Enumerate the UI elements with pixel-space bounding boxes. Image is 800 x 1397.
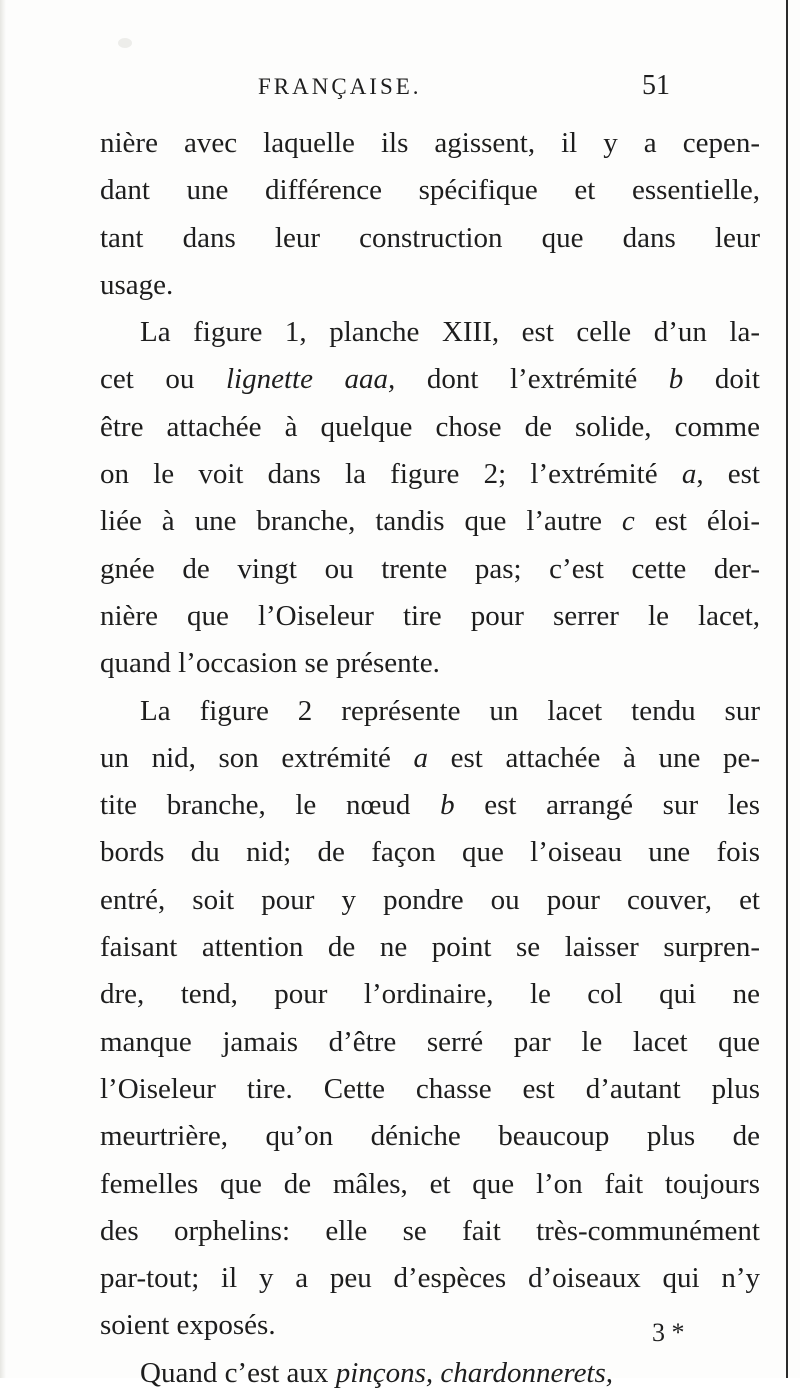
text-line: La figure 1, planche XIII, est celle d’un la- <box>140 316 760 349</box>
running-title: FRANÇAISE. <box>258 74 422 99</box>
text-line: par-tout; il y a peu d’espèces d’oiseaux qui n’y <box>100 1262 760 1295</box>
text-line: meurtrière, qu’on déniche beaucoup plus de <box>100 1120 760 1153</box>
text-run: tite branche, le nœud <box>100 789 441 822</box>
text-line: quand l’occasion se présente. <box>100 647 440 680</box>
italic-run: a <box>681 458 697 491</box>
italic-run: pinçons, chardonnerets, <box>335 1356 614 1389</box>
text-line: bords du nid; de façon que l’oiseau une fois <box>100 836 760 869</box>
page-header <box>0 70 800 110</box>
text-run: un nid, son extrémité <box>100 741 414 774</box>
text-line <box>100 498 760 545</box>
text-line: faisant attention de ne point se laisser surpren- <box>100 931 760 964</box>
text-line: femelles que de mâles, et que l’on fait toujours <box>100 1167 760 1200</box>
text-line: entré, soit pour y pondre ou pour couver, et <box>100 883 760 916</box>
text-line <box>100 1350 760 1397</box>
text-line: usage. <box>100 268 174 301</box>
text-run: est attachée à une pe- <box>428 741 760 774</box>
text-line: soient exposés. <box>100 1309 276 1342</box>
text-run: on le voit dans la figure 2; l’extrémité <box>100 458 682 491</box>
text-run: liée à une branche, tandis que l’autre <box>100 505 622 538</box>
text-line: gnée de vingt ou trente pas; c’est cette der- <box>100 552 760 585</box>
text-run: est arrangé sur les <box>454 789 760 822</box>
text-line <box>100 782 760 829</box>
text-run: doit <box>683 363 760 396</box>
page-left-edge <box>0 0 6 1378</box>
text-line: l’Oiseleur tire. Cette chasse est d’autant plus <box>100 1072 760 1105</box>
text-run: cet ou <box>100 363 226 396</box>
body-text <box>100 120 760 1397</box>
signature-mark: 3 * <box>652 1318 685 1347</box>
italic-run: a <box>413 741 429 774</box>
text-line: tant dans leur construction que dans leur <box>100 221 760 254</box>
text-line: nière que l’Oiseleur tire pour serrer le lacet, <box>100 599 760 632</box>
italic-run: b <box>668 363 684 396</box>
text-line: dant une différence spécifique et essentielle, <box>100 174 760 207</box>
text-run: est éloi- <box>634 505 761 538</box>
text-line: La figure 2 représente un lacet tendu sur <box>140 694 760 727</box>
ink-smudge <box>118 38 132 48</box>
text-run: dont l’extrémité <box>395 363 669 396</box>
text-line <box>100 356 760 403</box>
right-margin-rule <box>786 0 788 1378</box>
italic-run: c <box>621 505 635 538</box>
text-line <box>100 735 760 782</box>
text-run: , est <box>696 458 760 491</box>
page-number: 51 <box>642 70 670 101</box>
italic-run: lignette aaa, <box>225 363 396 396</box>
text-line: des orphelins: elle se fait très-communément <box>100 1214 760 1247</box>
text-line: être attachée à quelque chose de solide, comme <box>100 410 760 443</box>
text-line: manque jamais d’être serré par le lacet que <box>100 1025 760 1058</box>
text-line <box>100 451 760 498</box>
text-line: dre, tend, pour l’ordinaire, le col qui ne <box>100 978 760 1011</box>
text-line: nière avec laquelle ils agissent, il y a cepen- <box>100 127 760 159</box>
text-run: Quand c’est aux <box>140 1356 336 1389</box>
italic-run: b <box>440 789 455 822</box>
